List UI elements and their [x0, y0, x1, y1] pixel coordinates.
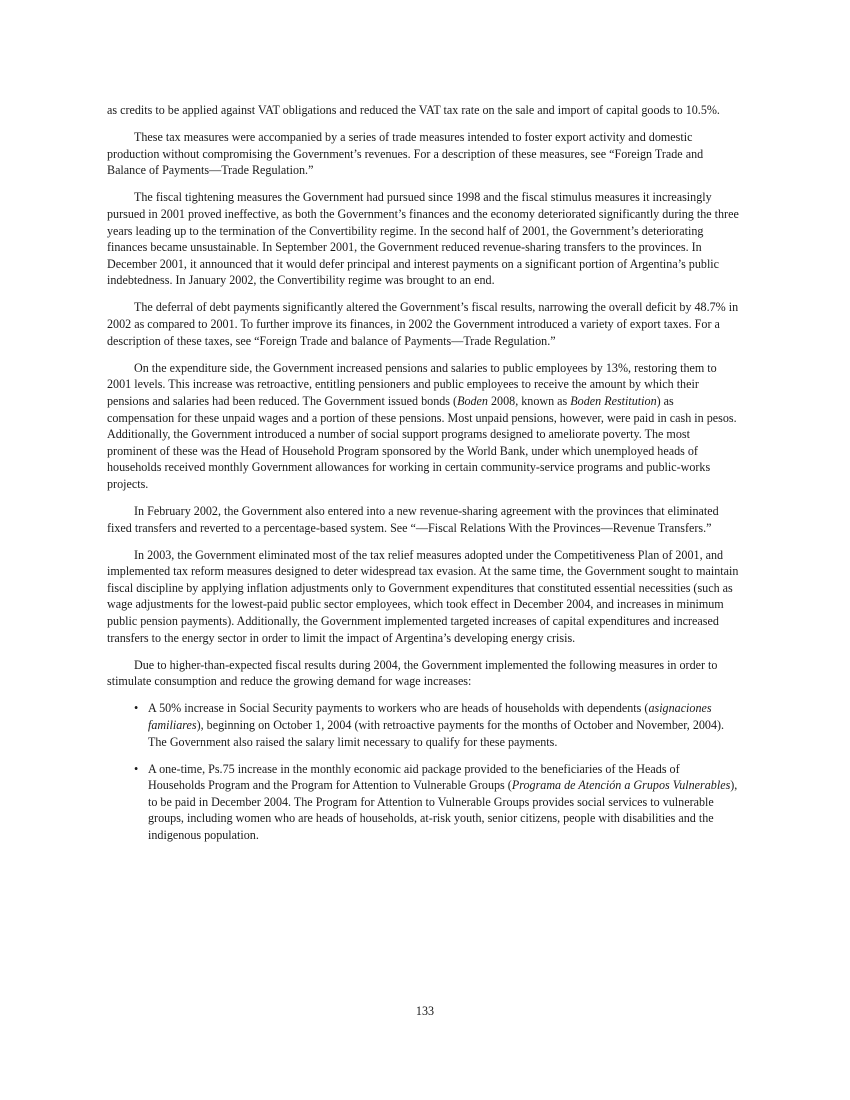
text-segment: 2008, known as: [487, 393, 571, 408]
body-text: [107, 102, 739, 690]
text-segment: ) as compensation for these unpaid wages and a portion of these pensions. Most unpaid pensions, however, were paid in cash in pesos. Additionally, the Government introduced a number of social support programs designed to ameliorate poverty. The most prominent of these was the Head of Household Program sponsored by the World Bank, under which unemployed heads of households received monthly Government allowances for working in certain community-service programs and public-works projects.: [107, 393, 737, 491]
text-segment: ), beginning on October 1, 2004 (with retroactive payments for the months of October and November, 2004). The Government also raised the salary limit necessary to qualify for these payments.: [148, 718, 725, 749]
text-segment: The deferral of debt payments significantly altered the Government’s fiscal results, narrowing the overall deficit by 48.7% in 2002 as compared to 2001. To further improve its finances, in 2002 the Government introduced a variety of export taxes. For a description of these taxes, see “Foreign Trade and balance of Payments—Trade Regulation.”: [107, 300, 739, 348]
paragraph: [107, 299, 739, 349]
paragraph: [107, 503, 739, 536]
italic-text: Programa de Atención a Grupos Vulnerables: [511, 778, 731, 793]
text-segment: A one-time, Ps.75 increase in the monthly economic aid package provided to the beneficiaries of the Heads of Households Program and the Program for Attention to Vulnerable Groups (: [148, 761, 680, 793]
italic-text: asignaciones familiares: [148, 701, 712, 732]
text-segment: ), to be paid in December 2004. The Program for Attention to Vulnerable Groups provides social services to vulnerable groups, including women who are heads of households, at-risk youth, senior citizens, people with disabilities and the indigenous population.: [148, 778, 738, 843]
text-segment: These tax measures were accompanied by a series of trade measures intended to foster export activity and domestic production without compromising the Government’s revenues. For a description of these measures, see “Foreign Trade and Balance of Payments—Trade Regulation.”: [107, 130, 704, 178]
bullet-item: [107, 700, 739, 750]
bullet-list: [107, 700, 739, 843]
italic-text: Boden Restitution: [570, 393, 657, 408]
text-segment: A 50% increase in Social Security payments to workers who are heads of households with dependents (: [148, 701, 649, 716]
text-segment: In February 2002, the Government also entered into a new revenue-sharing agreement with the provinces that eliminated fixed transfers and reverted to a percentage-based system. See “—Fiscal Relations With the Provinces—Revenue Transfers.”: [107, 503, 719, 535]
bullet-item: [107, 761, 739, 844]
bullet-icon: •: [134, 761, 139, 776]
text-segment: The fiscal tightening measures the Government had pursued since 1998 and the fiscal stimulus measures it increasingly pursued in 2001 proved ineffective, as both the Government’s finances and the economy deteriorated significantly during the three years leading up to the termination of the Convertibility regime. In the second half of 2001, the Government’s deteriorating finances became unsustainable. In September 2001, the Government reduced revenue-sharing transfers to the provinces. In December 2001, it announced that it would defer principal and interest payments on a significant portion of Argentina’s public indebtedness. In January 2002, the Convertibility regime was brought to an end.: [107, 190, 739, 288]
paragraph: [107, 102, 739, 119]
paragraph: [107, 189, 739, 289]
text-segment: On the expenditure side, the Government increased pensions and salaries to public employees by 13%, restoring them to 2001 levels. This increase was retroactive, entitling pensioners and public employees to receive the amount by which their pensions and salaries had been reduced. The Government issued bonds (: [107, 360, 717, 408]
paragraph: [107, 657, 739, 690]
page-number: 133: [415, 1004, 435, 1018]
text-segment: as credits to be applied against VAT obligations and reduced the VAT tax rate on the sale and import of capital goods to 10.5%.: [107, 103, 720, 117]
paragraph: [107, 360, 739, 493]
paragraph: [107, 129, 739, 179]
text-segment: In 2003, the Government eliminated most of the tax relief measures adopted under the Competitiveness Plan of 2001, and implemented tax reform measures designed to deter widespread tax evasion. At the same time, the Government sought to maintain fiscal discipline by applying inflation adjustments only to Government expenditures that constituted essential necessities (such as wage adjustments for the lowest-paid public sector employees, which took effect in December 2004, and increases in minimum public pension payments). Additionally, the Government implemented targeted increases of capital expenditures and increased transfers to the energy sector in order to limit the impact of Argentina’s developing energy crisis.: [107, 547, 739, 645]
bullet-icon: •: [134, 701, 139, 716]
document-page: [107, 102, 739, 854]
paragraph: [107, 547, 739, 647]
italic-text: Boden: [457, 393, 488, 408]
text-segment: Due to higher-than-expected fiscal results during 2004, the Government implemented the following measures in order to stimulate consumption and reduce the growing demand for wage increases:: [107, 657, 718, 689]
